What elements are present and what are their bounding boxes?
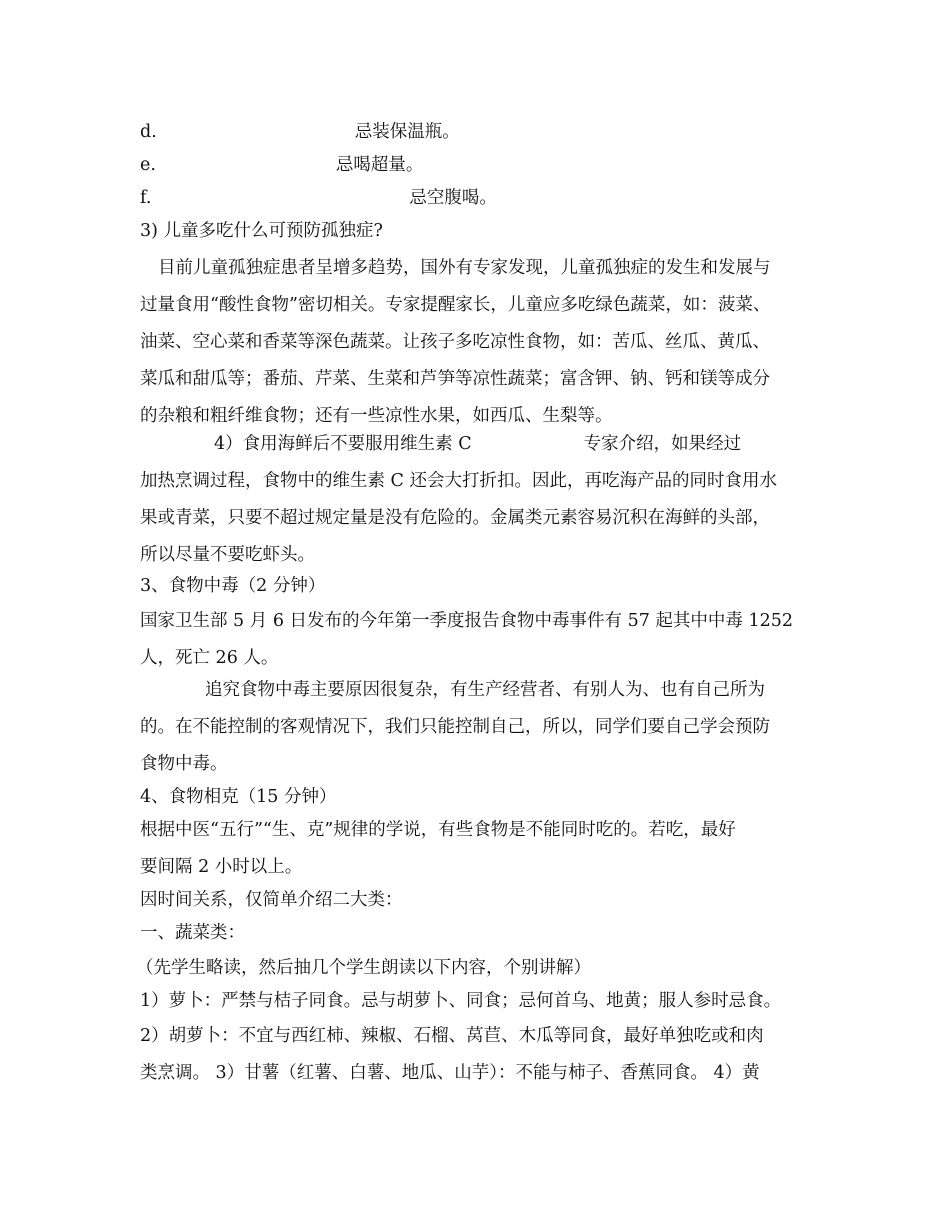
heading-4-title: 4）食用海鲜后不要服用维生素 C — [214, 434, 472, 454]
list-text: 忌喝超量。 — [335, 155, 424, 175]
paragraph-2-line: 所以尽量不要吃虾头。 — [140, 545, 315, 565]
heading-3: 3) 儿童多吃什么可预防孤独症? — [140, 221, 383, 241]
vegetable-item: 类烹调。 3）甘薯（红薯、白薯、地瓜、山芋）：不能与柿子、香蕉同食。 4）黄 — [140, 1063, 760, 1083]
paragraph-2-line: 加热烹调过程，食物中的维生素 C 还会大打折扣。因此，再吃海产品的同时食用水 — [140, 471, 778, 491]
list-text: 忌空腹喝。 — [409, 188, 497, 208]
list-marker: d. — [140, 122, 157, 142]
paragraph-1-line: 油菜、空心菜和香菜等深色蔬菜。让孩子多吃凉性食物，如：苦瓜、丝瓜、黄瓜、 — [140, 332, 770, 352]
paragraph-5-line: 根据中医“五行”“生、克”规律的学说，有些食物是不能同时吃的。若吃，最好 — [140, 820, 736, 840]
vegetable-item: 1）萝卜：严禁与桔子同食。忌与胡萝卜、同食；忌何首乌、地黄；服人参时忌食。 — [140, 991, 782, 1011]
list-marker: f. — [140, 188, 152, 208]
paragraph-3-line: 国家卫生部 5 月 6 日发布的今年第一季度报告食物中毒事件有 57 起其中中毒 1252 — [140, 611, 794, 631]
section-heading-4: 4、食物相克（15 分钟） — [140, 787, 337, 807]
paragraph-1-line: 菜瓜和甜瓜等；番茄、芹菜、生菜和芦笋等凉性蔬菜；富含钾、钠、钙和镁等成分 — [140, 369, 770, 389]
paragraph-3-line: 人，死亡 26 人。 — [140, 648, 279, 668]
reading-note: （先学生略读，然后抽几个学生朗读以下内容，个别讲解） — [136, 958, 591, 978]
paragraph-4-line: 食物中毒。 — [140, 754, 228, 774]
vegetable-item: 2）胡萝卜：不宜与西红柿、辣椒、石榴、莴苣、木瓜等同食，最好单独吃或和肉 — [140, 1026, 764, 1046]
intro-line: 因时间关系，仅简单介绍二大类： — [140, 890, 403, 910]
paragraph-4-line: 追究食物中毒主要原因很复杂，有生产经营者、有别人为、也有自己所为 — [205, 680, 765, 700]
section-heading-3: 3、食物中毒（2 分钟） — [140, 576, 326, 596]
paragraph-1-line: 的杂粮和粗纤维食物；还有一些凉性水果，如西瓜、生梨等。 — [140, 406, 613, 426]
category-heading: 一、蔬菜类： — [140, 923, 245, 943]
list-item-e — [140, 153, 423, 177]
heading-4-text: 专家介绍，如果经过 — [583, 434, 742, 454]
paragraph-2-line: 果或青菜，只要不超过规定量是没有危险的。金属类元素容易沉积在海鲜的头部， — [140, 508, 770, 528]
paragraph-1-line: 过量食用“酸性食物”密切相关。专家提醒家长，儿童应多吃绿色蔬菜，如：菠菜、 — [140, 295, 771, 315]
paragraph-5-line: 要间隔 2 小时以上。 — [140, 857, 303, 877]
paragraph-4-line: 的。在不能控制的客观情况下，我们只能控制自己，所以，同学们要自己学会预防 — [140, 717, 770, 737]
paragraph-1-line: 目前儿童孤独症患者呈增多趋势，国外有专家发现，儿童孤独症的发生和发展与 — [158, 258, 771, 278]
list-item-d — [140, 120, 460, 144]
heading-4 — [214, 432, 741, 456]
list-marker: e. — [140, 155, 156, 175]
list-item-f — [140, 186, 497, 210]
list-text: 忌装保温瓶。 — [354, 122, 460, 142]
